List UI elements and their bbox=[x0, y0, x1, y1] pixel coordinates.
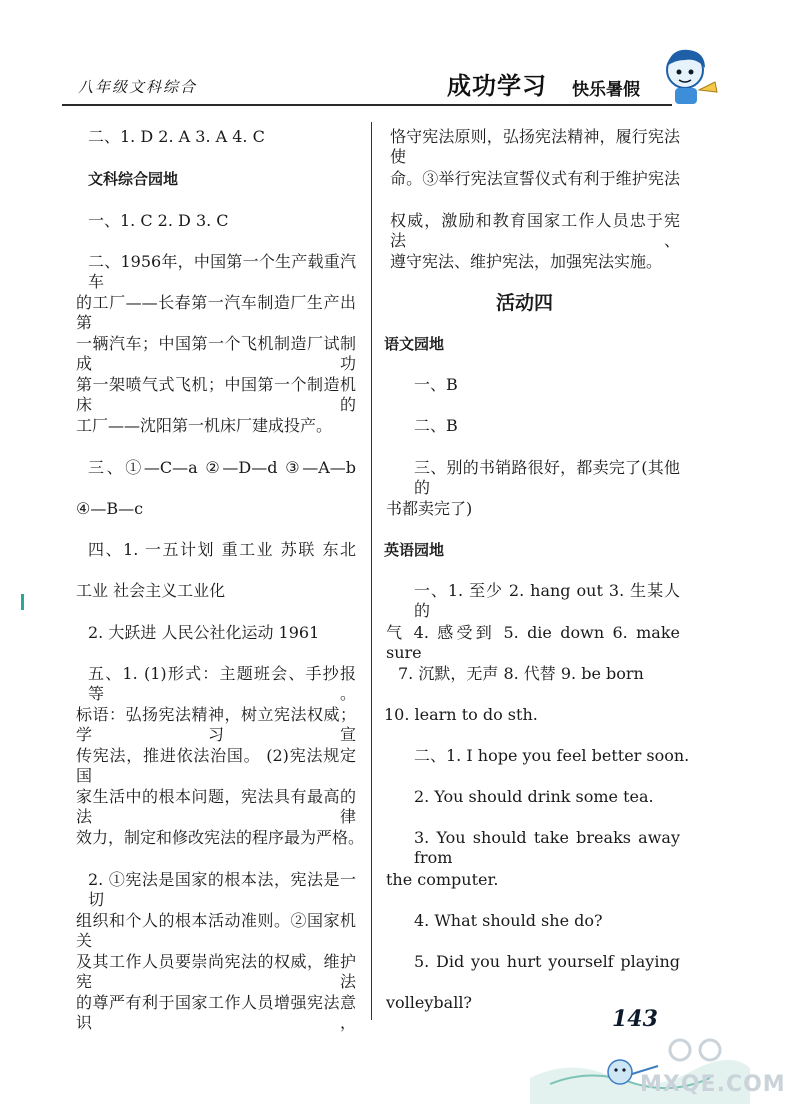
paragraph-line: 一、1. 至少 2. hang out 3. 生某人的 bbox=[414, 581, 680, 620]
paragraph-line: 家生活中的根本问题，宪法具有最高的法律 bbox=[76, 787, 356, 826]
answer-line: 二、B bbox=[414, 416, 458, 435]
paragraph-line: 标语：弘扬宪法精神，树立宪法权威；学习宣 bbox=[76, 705, 356, 744]
paragraph-line: 三、①—C—a ②—D—d ③—A—b bbox=[88, 458, 356, 477]
mascot-icon bbox=[655, 44, 725, 108]
paragraph-line: 效力，制定和修改宪法的程序最为严格。 bbox=[76, 828, 365, 847]
paragraph-line: 书都卖完了) bbox=[386, 499, 473, 518]
page-number: 143 bbox=[612, 1006, 658, 1032]
paragraph-line: 第一架喷气式飞机；中国第一个制造机床的 bbox=[76, 375, 356, 414]
section-title: 活动四 bbox=[496, 292, 554, 314]
brand-title: 成功学习 bbox=[447, 72, 547, 100]
paragraph-line: 工业 社会主义工业化 bbox=[76, 581, 226, 600]
paragraph-line: volleyball? bbox=[386, 993, 473, 1012]
paragraph-line: the computer. bbox=[386, 870, 499, 889]
section-heading: 语文园地 bbox=[384, 335, 445, 353]
column-divider bbox=[371, 122, 372, 1020]
paragraph-line: 组织和个人的根本活动准则。②国家机关 bbox=[76, 911, 356, 950]
paragraph-line: 权威，激励和教育国家工作人员忠于宪法、 bbox=[390, 211, 680, 250]
book-subject-title: 八年级文科综合 bbox=[78, 78, 198, 96]
paragraph-line: 10. learn to do sth. bbox=[384, 705, 538, 724]
answer-line: 一、B bbox=[414, 375, 458, 394]
page-header bbox=[0, 0, 750, 112]
paragraph-line: 四、1. 一五计划 重工业 苏联 东北 bbox=[88, 540, 356, 559]
paragraph-line: 7. 沉默，无声 8. 代替 9. be born bbox=[398, 664, 644, 683]
section-heading: 文科综合园地 bbox=[88, 170, 179, 188]
paragraph-line: 3. You should take breaks away from bbox=[414, 828, 680, 867]
section-heading: 英语园地 bbox=[384, 541, 445, 559]
paragraph-line: 的工厂——长春第一汽车制造厂生产出第 bbox=[76, 293, 356, 332]
brand-subtitle: 快乐暑假 bbox=[572, 80, 640, 100]
paragraph-line: 2. You should drink some tea. bbox=[414, 787, 654, 806]
paragraph-line: 的尊严有利于国家工作人员增强宪法意识， bbox=[76, 993, 356, 1032]
answer-line: 二、1. D 2. A 3. A 4. C bbox=[88, 127, 265, 146]
paragraph-line: 二、1. I hope you feel better soon. bbox=[414, 746, 690, 765]
paragraph-line: 传宪法，推进依法治国。 (2)宪法规定国 bbox=[76, 746, 356, 785]
margin-mark bbox=[21, 594, 24, 610]
paragraph-line: 2. 大跃进 人民公社化运动 1961 bbox=[88, 623, 320, 642]
paragraph-line: 命。③举行宪法宣誓仪式有利于维护宪法 bbox=[390, 169, 680, 188]
paragraph-line: 气 4. 感受到 5. die down 6. make sure bbox=[386, 623, 680, 662]
paragraph-line: 一辆汽车；中国第一个飞机制造厂试制成功 bbox=[76, 334, 356, 373]
paragraph-line: 工厂——沈阳第一机床厂建成投产。 bbox=[76, 416, 333, 435]
paragraph-line: 5. Did you hurt yourself playing bbox=[414, 952, 680, 971]
paragraph-line: 及其工作人员要崇尚宪法的权威，维护宪法 bbox=[76, 952, 356, 991]
paragraph-line: 2. ①宪法是国家的根本法，宪法是一切 bbox=[88, 870, 356, 909]
paragraph-line: 恪守宪法原则，弘扬宪法精神，履行宪法使 bbox=[390, 127, 680, 166]
paragraph-line: ④—B—c bbox=[76, 499, 144, 518]
header-rule bbox=[62, 104, 672, 106]
paragraph-line: 三、别的书销路很好，都卖完了(其他的 bbox=[414, 458, 680, 497]
answer-line: 一、1. C 2. D 3. C bbox=[88, 211, 229, 230]
paragraph-line: 遵守宪法、维护宪法，加强宪法实施。 bbox=[390, 252, 663, 271]
paragraph-line: 4. What should she do? bbox=[414, 911, 603, 930]
paragraph-line: 五、1. (1)形式：主题班会、手抄报等。 bbox=[88, 664, 356, 703]
watermark-text: MXQE.COM bbox=[640, 1072, 786, 1097]
paragraph-line: 二、1956年，中国第一个生产载重汽车 bbox=[88, 252, 356, 291]
